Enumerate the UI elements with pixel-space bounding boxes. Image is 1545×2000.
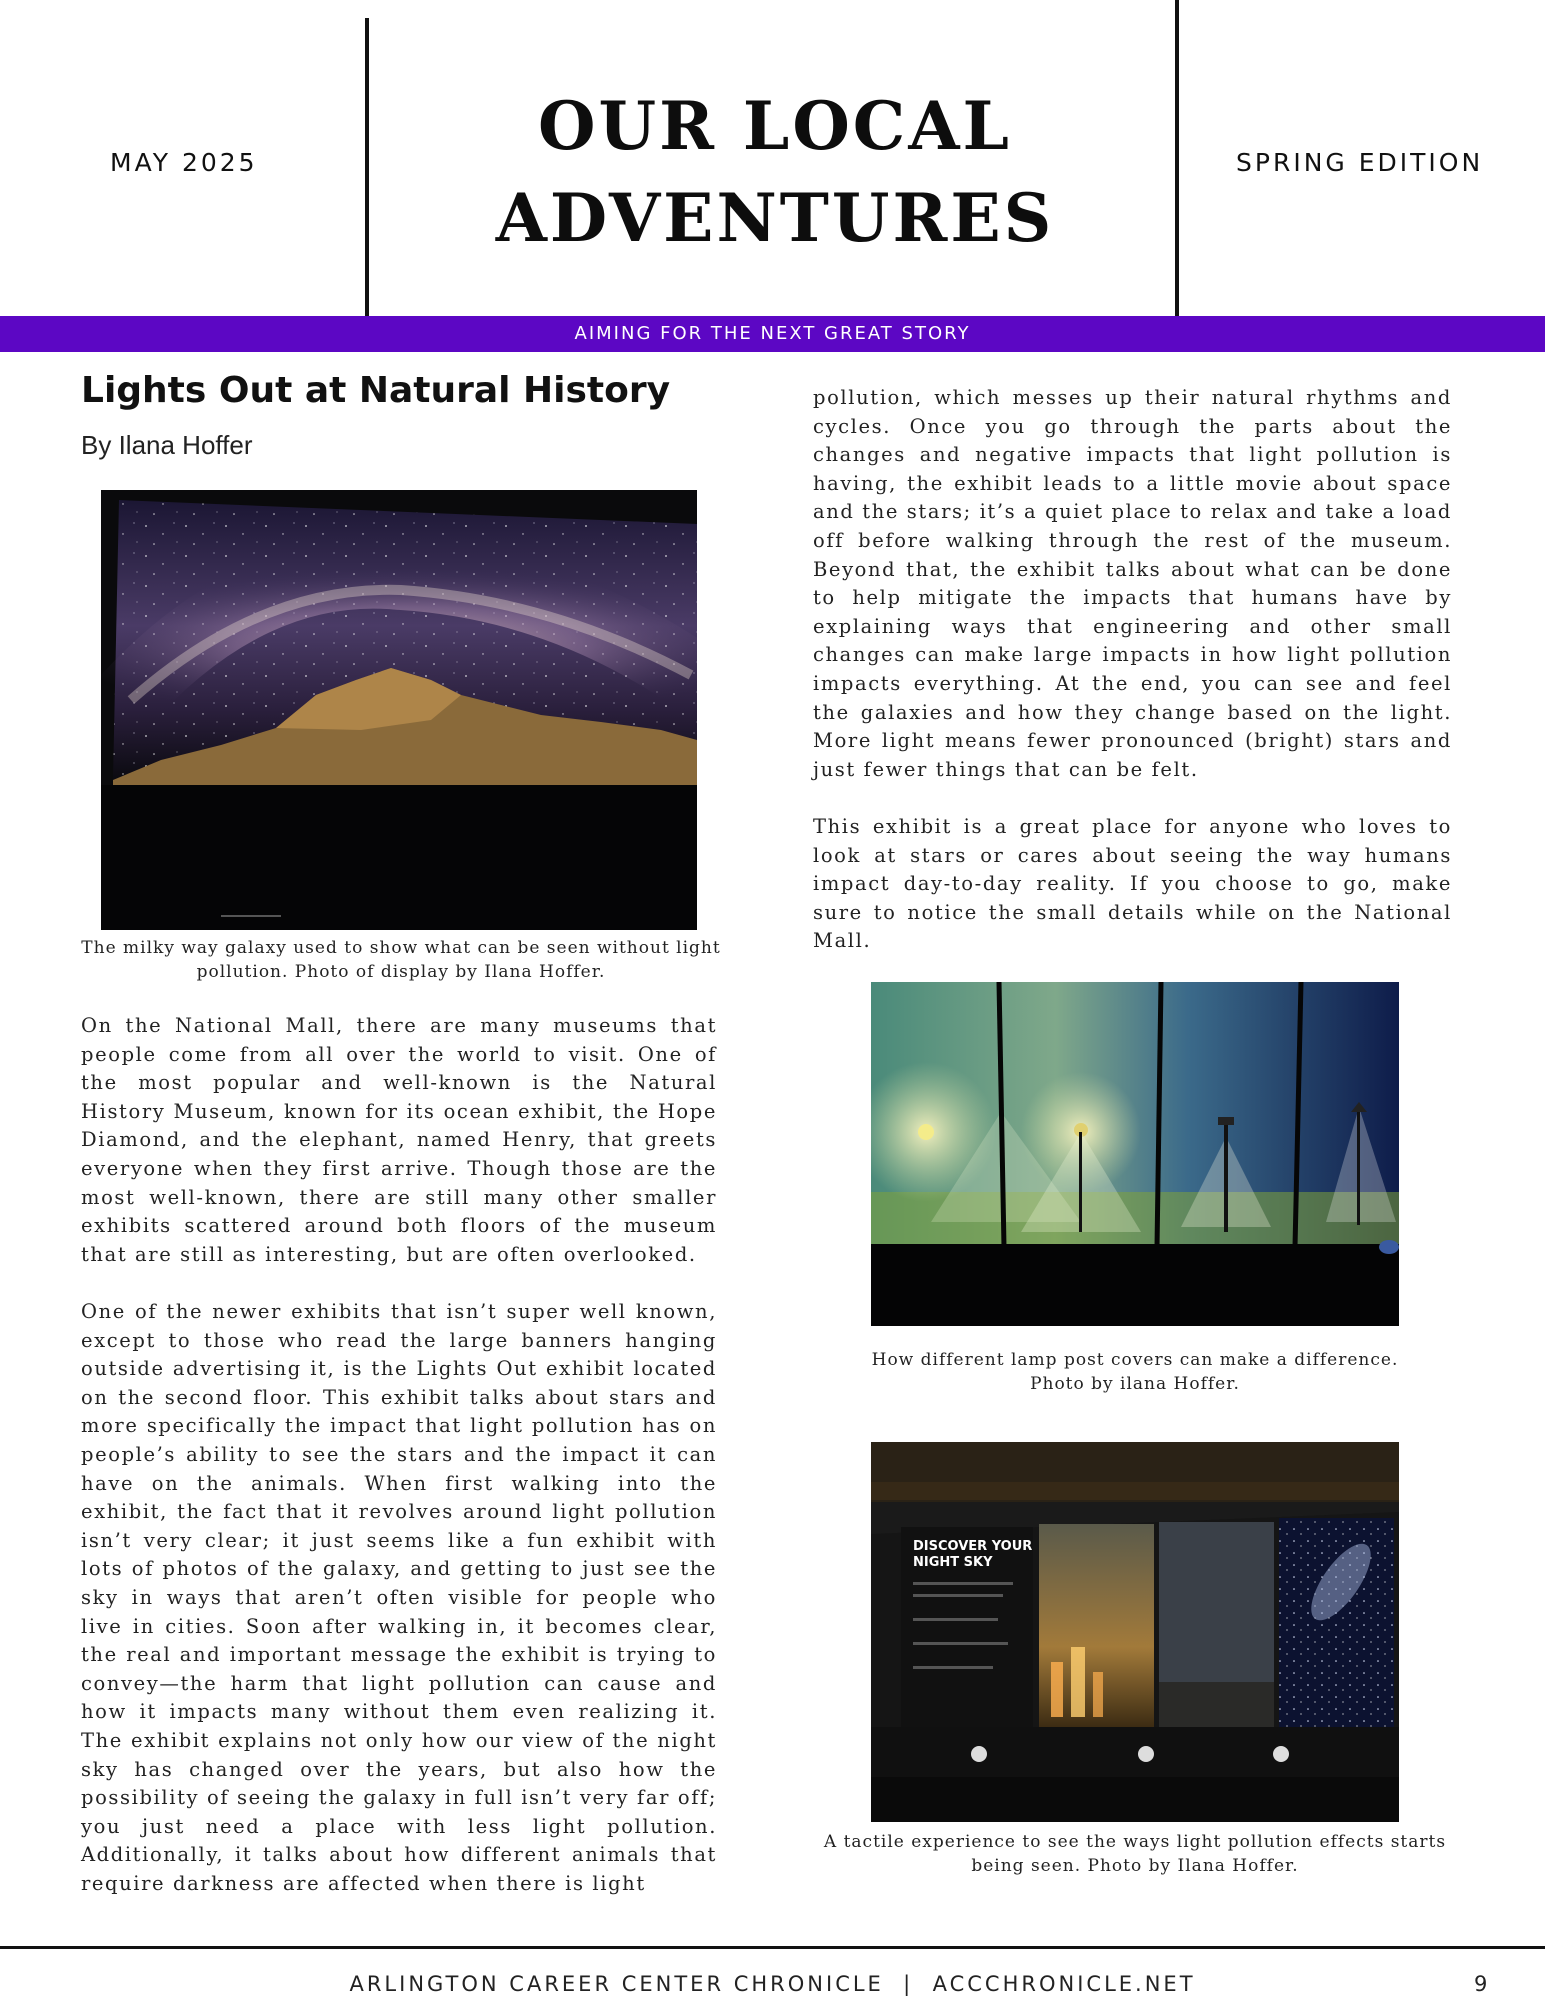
- masthead-title-line-2: ADVENTURES: [495, 179, 1055, 257]
- lamp-post-photo: [871, 982, 1399, 1326]
- milky-way-caption: The milky way galaxy used to show what can be seen without light pollution. Photo of display by Ilana Hoffer.: [81, 938, 721, 982]
- edition-label: SPRING EDITION: [1236, 148, 1484, 177]
- tactile-panel-heading-line-1: DISCOVER YOUR: [913, 1539, 1033, 1554]
- tactile-exhibit-photo: [871, 1442, 1399, 1822]
- footer-rule: [0, 1946, 1545, 1949]
- article-paragraph-2: One of the newer exhibits that isn’t super well known, except to those who read the large banners hanging outside advertising it, is the Lights Out exhibit located on the second floor. This exhibit talks about stars and more specifically the impact that light pollution has on people’s ability to see the stars and the impact it can have on the animals. When first walking into the exhibit, the fact that it revolves around light pollution isn’t very clear; it just seems like a fun exhibit with lots of photos of the galaxy, and getting to just see the sky in ways that aren’t often visible for people who live in cities. Soon after walking in, it becomes clear, the real and important message the exhibit is trying to convey—the harm that light pollution can cause and how it impacts many without them even realizing it. The exhibit explains not only how our view of the night sky has changed over the years, but also how the possibility of seeing the galaxy in full isn’t very far off; you just need a place with less light pollution. Additionally, it talks about how different animals that require darkness are affected when there is light: [81, 1300, 717, 1895]
- milky-way-image: [101, 490, 697, 930]
- article-title: Lights Out at Natural History: [81, 370, 671, 411]
- byline: By Ilana Hoffer: [81, 430, 253, 460]
- article-paragraph-1: On the National Mall, there are many museums that people come from all over the world to visit. One of the most popular and well-known is the Natural History Museum, known for its ocean exhibit, the Hope Diamond, and the elephant, named Henry, that greets everyone when they first arrive. Though those are the most well-known, there are still many other smaller exhibits scattered around both floors of the museum that are still as interesting, but are often overlooked.: [81, 1014, 717, 1266]
- tagline-banner: AIMING FOR THE NEXT GREAT STORY: [0, 316, 1545, 352]
- footer-publication: ARLINGTON CAREER CENTER CHRONICLE | ACCCHRONICLE.NET: [349, 1972, 1196, 1996]
- tactile-exhibit-image: [871, 1442, 1399, 1822]
- masthead-divider-left: [365, 18, 369, 316]
- issue-date: MAY 2025: [110, 148, 258, 177]
- article-paragraph-4: This exhibit is a great place for anyone who loves to look at stars or cares about seeing the way humans impact day-to-day reality. If you choose to go, make sure to notice the small details while on the National Mall.: [813, 815, 1452, 953]
- masthead-title-line-1: OUR LOCAL: [538, 87, 1012, 165]
- lamp-post-image: [871, 982, 1399, 1326]
- tactile-exhibit-caption: A tactile experience to see the ways light pollution effects starts being seen. Photo by Ilana Hoffer.: [823, 1832, 1447, 1876]
- tactile-panel-heading-line-2: NIGHT SKY: [913, 1555, 993, 1570]
- masthead-title: [370, 80, 1180, 264]
- page-number: 9: [1474, 1972, 1488, 1996]
- milky-way-photo: [101, 490, 697, 930]
- lamp-post-caption: How different lamp post covers can make a difference. Photo by ilana Hoffer.: [871, 1350, 1399, 1394]
- article-paragraph-3: pollution, which messes up their natural rhythms and cycles. Once you go through the parts about the changes and negative impacts that light pollution is having, the exhibit leads to a little movie about space and the stars; it’s a quiet place to relax and take a load off before walking through the rest of the museum. Beyond that, the exhibit talks about what can be done to help mitigate the impacts that humans have by explaining ways that engineering and other small changes can make large impacts in how light pollution impacts everything. At the end, you can see and feel the galaxies and how they change based on the light. More light means fewer pronounced (bright) stars and just fewer things that can be felt.: [813, 386, 1453, 781]
